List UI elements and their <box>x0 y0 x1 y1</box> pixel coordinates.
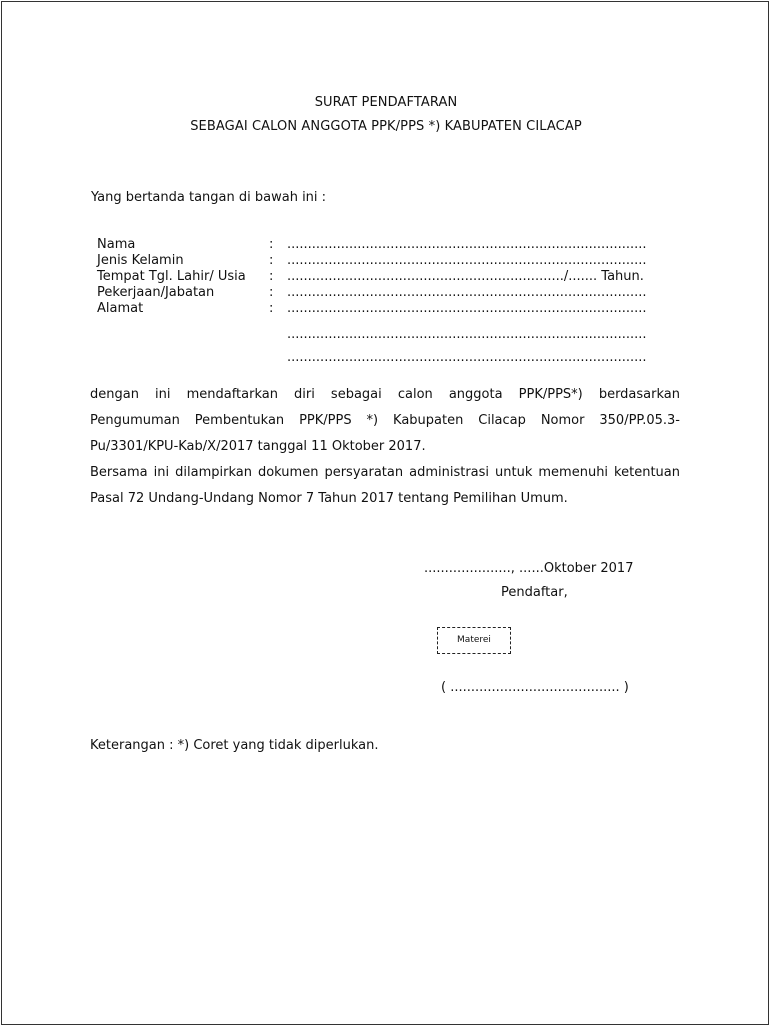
paragraph-line: dengan ini mendaftarkan diri sebagai calon anggota PPK/PPS*) berdasarkan <box>90 387 680 402</box>
field-label-pekerjaan: Pekerjaan/Jabatan <box>97 285 215 300</box>
signature-date: ....................., ......Oktober 2017 <box>424 561 634 576</box>
paragraph-line: Pasal 72 Undang-Undang Nomor 7 Tahun 2017 tentang Pemilihan Umum. <box>90 491 568 506</box>
field-blank-alamat: ....................................................................................... <box>287 301 647 316</box>
paragraph-attachment <box>90 460 680 512</box>
field-blank-alamat-3: ....................................................................................... <box>287 350 647 365</box>
field-colon: : <box>269 237 274 252</box>
field-colon: : <box>269 285 274 300</box>
document-subtitle: SEBAGAI CALON ANGGOTA PPK/PPS *) KABUPATEN CILACAP <box>190 119 582 134</box>
signature-name: ( ......................................... ) <box>441 680 629 695</box>
intro-text: Yang bertanda tangan di bawah ini : <box>91 190 327 205</box>
field-blank-nama: ....................................................................................... <box>287 237 647 252</box>
field-label-jenis-kelamin: Jenis Kelamin <box>97 253 184 268</box>
paragraph-registration <box>90 382 680 460</box>
paragraph-line: Pengumuman Pembentukan PPK/PPS *) Kabupaten Cilacap Nomor 350/PP.05.3- <box>90 413 680 428</box>
paragraph-line: Bersama ini dilampirkan dokumen persyaratan administrasi untuk memenuhi ketentuan <box>90 465 680 480</box>
field-label-nama: Nama <box>97 237 136 252</box>
document-title: SURAT PENDAFTARAN <box>314 95 458 110</box>
document-page <box>1 1 769 1025</box>
field-colon: : <box>269 301 274 316</box>
field-label-ttl: Tempat Tgl. Lahir/ Usia <box>97 269 246 284</box>
stamp-box: Materei <box>437 627 511 654</box>
field-blank-alamat-2: ....................................................................................... <box>287 327 647 342</box>
field-colon: : <box>269 253 274 268</box>
field-blank-ttl: .................................................................../....... Tahun. <box>287 269 644 284</box>
field-label-alamat: Alamat <box>97 301 144 316</box>
field-colon: : <box>269 269 274 284</box>
field-blank-pekerjaan: ....................................................................................... <box>287 285 647 300</box>
field-blank-jenis-kelamin: ....................................................................................... <box>287 253 647 268</box>
footnote: Keterangan : *) Coret yang tidak diperlukan. <box>90 738 379 753</box>
paragraph-line: Pu/3301/KPU-Kab/X/2017 tanggal 11 Oktober 2017. <box>90 439 426 454</box>
signature-role: Pendaftar, <box>501 585 568 600</box>
